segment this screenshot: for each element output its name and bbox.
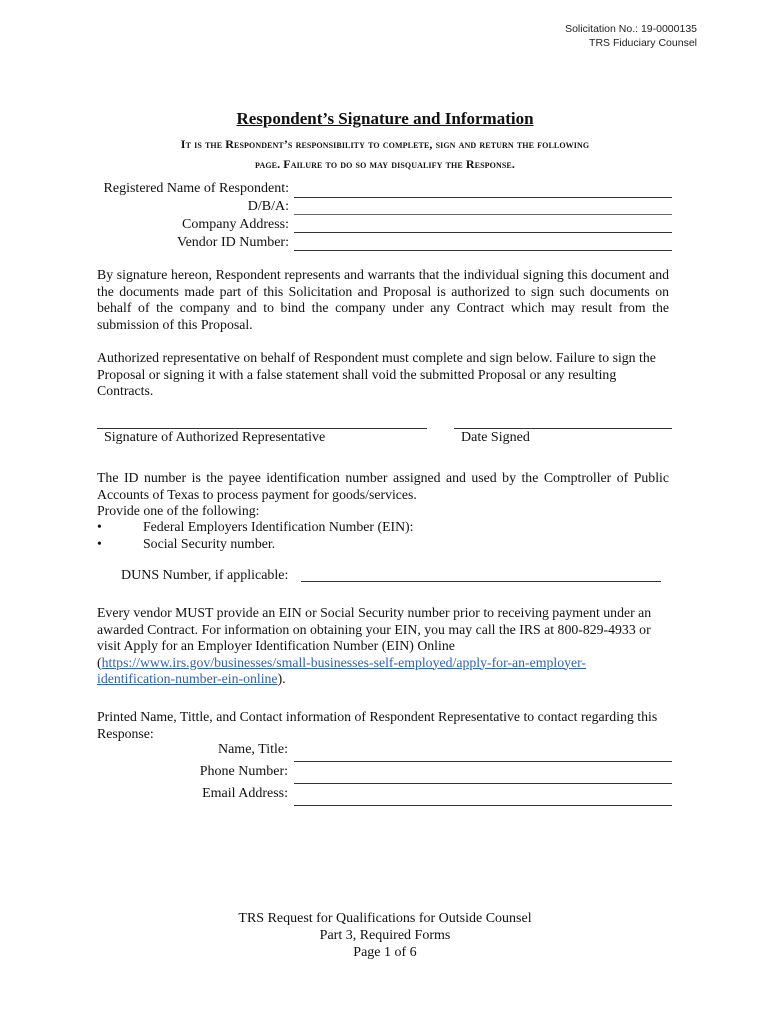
notice-line-2: page. Failure to do so may disqualify the Response. [255,157,515,171]
notice-line-1: It is the Respondent’s responsibility to complete, sign and return the following [180,137,590,151]
warrant-paragraph: By signature hereon, Respondent represents and warrants that the individual signing this document and the documents made part of this Solicitation and Proposal is authorized to sign such documents on behalf of the company and to bind the company under any Contract which may result from the submission of this Proposal. [97,267,669,332]
date-signed-label: Date Signed [461,430,530,445]
page-footer [0,910,770,961]
vendor-id-field[interactable] [294,250,672,251]
provide-one-text: Provide one of the following: [97,503,260,518]
registered-name-field[interactable] [294,197,672,198]
solicitation-number: Solicitation No.: 19-0000135 [565,23,697,35]
phone-field[interactable] [294,783,672,784]
authorized-paragraph: Authorized representative on behalf of Respondent must complete and sign below. Failure to sign the Proposal or signing it with a false statement shall void the submitted Proposal or any resulting Contracts. [97,350,656,398]
dba-label: D/B/A: [247,199,289,214]
ein-text: Every vendor MUST provide an EIN or Social Security number prior to receiving payment under an awarded Contract. For information on obtaining your EIN, you may call the IRS at 800-829-4933 or visit Apply for an Employer Identification Number (EIN) Online [97,605,652,653]
responsibility-notice [90,134,680,174]
signature-label: Signature of Authorized Representative [104,430,326,445]
page-title: Respondent’s Signature and Information [236,109,534,128]
irs-link-line2: identification-number-ein-online [97,671,278,686]
bullet-icon: • [97,536,102,551]
email-field[interactable] [294,805,672,806]
footer-line-2: Part 3, Required Forms [319,928,451,943]
contact-paragraph: Printed Name, Tittle, and Contact information of Respondent Representative to contact regarding this Response: [97,709,658,741]
name-title-field[interactable] [294,761,672,762]
duns-label: DUNS Number, if applicable: [121,568,289,583]
footer-line-1: TRS Request for Qualifications for Outside Counsel [238,911,532,926]
bullet-ssn: Social Security number. [143,536,276,551]
ein-paragraph [97,605,669,688]
close-paren: ). [277,671,286,686]
open-paren: ( [97,654,102,670]
date-signed-line[interactable] [454,428,672,429]
page-header [565,22,697,50]
name-title-label: Name, Title: [217,742,288,757]
vendor-id-label: Vendor ID Number: [177,235,289,250]
header-org: TRS Fiduciary Counsel [589,37,697,49]
bullet-icon: • [97,519,102,534]
irs-link[interactable] [97,655,586,687]
irs-link-line1: https://www.irs.gov/businesses/small-businesses-self-employed/apply-for-an-employer- [101,654,587,670]
signature-line[interactable] [97,428,427,429]
company-address-label: Company Address: [182,217,289,232]
company-address-field[interactable] [294,232,672,233]
page-number: Page 1 of 6 [353,945,417,960]
registered-name-label: Registered Name of Respondent: [103,181,289,196]
phone-label: Phone Number: [199,764,288,779]
bullet-ein: Federal Employers Identification Number (EIN): [143,519,414,534]
duns-field[interactable] [301,581,661,582]
email-label: Email Address: [202,786,288,801]
id-number-paragraph: The ID number is the payee identification number assigned and used by the Comptroller of Public Accounts of Texas to process payment for goods/services. [97,470,669,502]
dba-field[interactable] [294,214,672,215]
